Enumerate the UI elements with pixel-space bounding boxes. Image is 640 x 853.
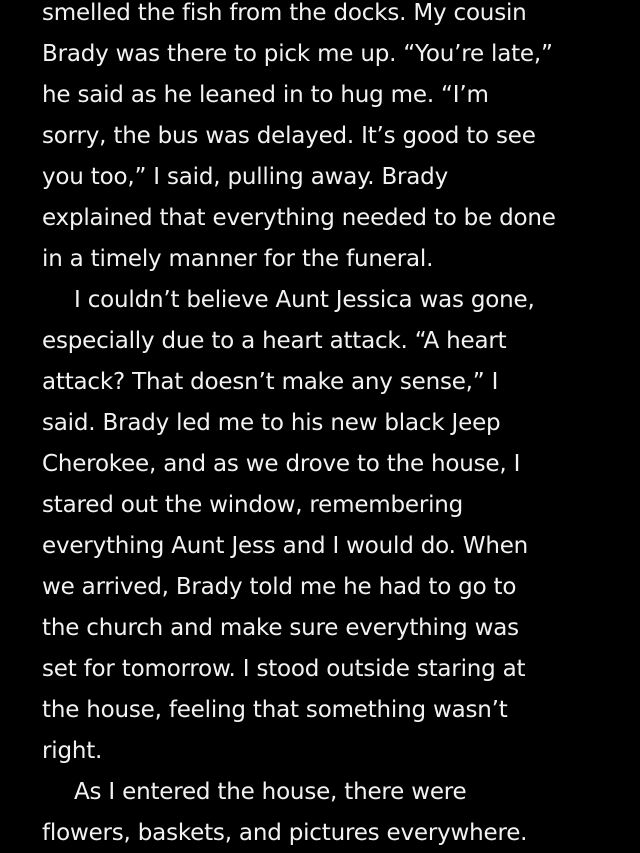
- text-line: said. Brady led me to his new black Jeep: [42, 410, 501, 436]
- text-line: the house, feeling that something wasn’t: [42, 697, 508, 723]
- text-line: everything Aunt Jess and I would do. When: [42, 533, 529, 559]
- text-line: right.: [42, 738, 103, 764]
- text-line: the church and make sure everything was: [42, 615, 519, 641]
- story-text: [42, 0, 632, 853]
- text-line: flowers, baskets, and pictures everywhere.: [42, 820, 528, 846]
- text-line: you too,” I said, pulling away. Brady: [42, 164, 448, 190]
- text-line: in a timely manner for the funeral.: [42, 246, 434, 272]
- text-line: explained that everything needed to be done: [42, 205, 556, 231]
- text-line: he said as he leaned in to hug me. “I’m: [42, 82, 489, 108]
- text-line: smelled the fish from the docks. My cousin: [42, 0, 527, 26]
- text-line: Cherokee, and as we drove to the house, I: [42, 451, 521, 477]
- text-line: especially due to a heart attack. “A heart: [42, 328, 507, 354]
- paragraph-start-line: I couldn’t believe Aunt Jessica was gone,: [74, 287, 535, 313]
- text-line: stared out the window, remembering: [42, 492, 464, 518]
- text-line: attack? That doesn’t make any sense,” I: [42, 369, 499, 395]
- text-line: Brady was there to pick me up. “You’re late,”: [42, 41, 553, 67]
- text-line: set for tomorrow. I stood outside staring at: [42, 656, 526, 682]
- paragraph-start-line: As I entered the house, there were: [74, 779, 467, 805]
- text-line: sorry, the bus was delayed. It’s good to see: [42, 123, 536, 149]
- text-line: we arrived, Brady told me he had to go to: [42, 574, 517, 600]
